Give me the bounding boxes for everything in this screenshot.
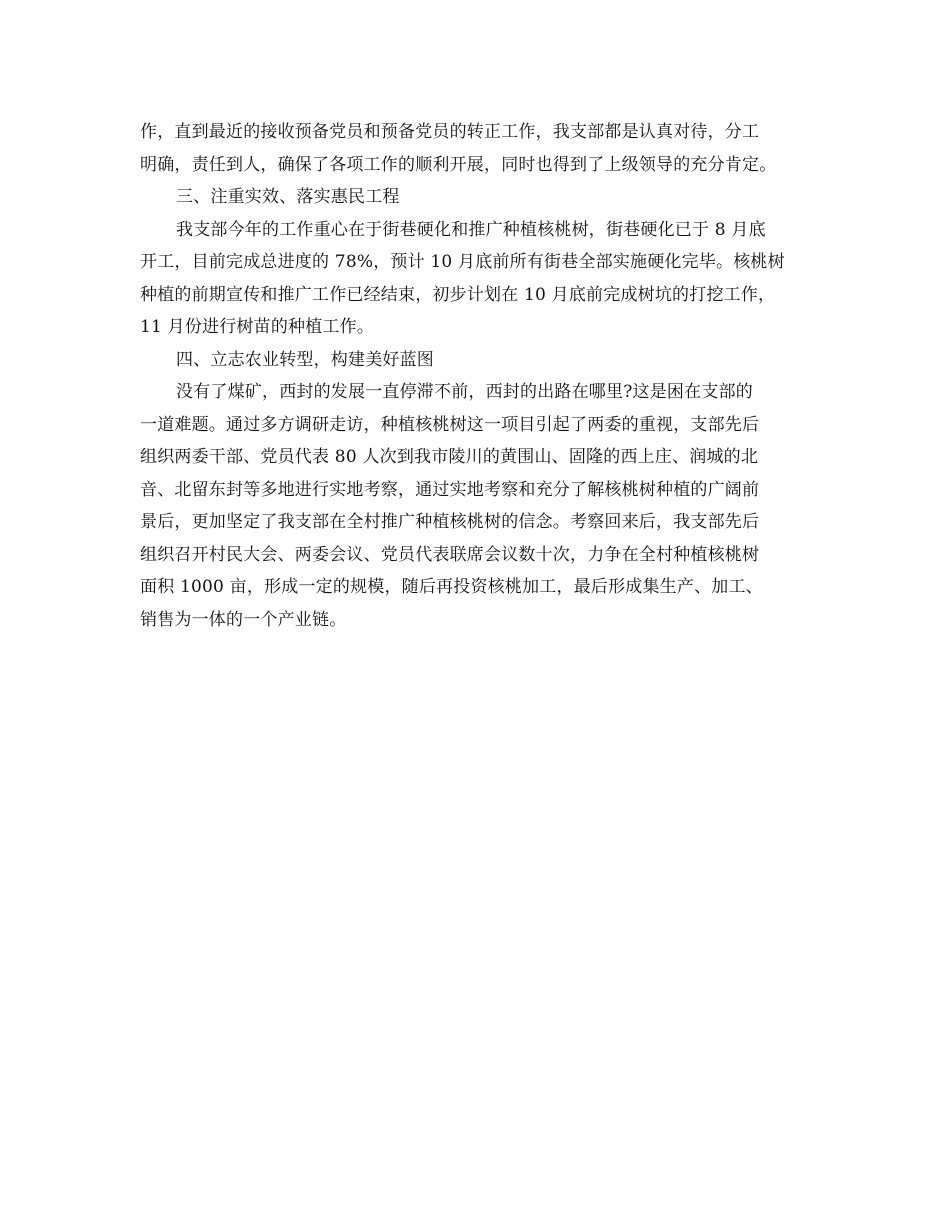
- paragraph-line: 11 月份进行树苗的种植工作。: [140, 317, 375, 337]
- paragraph-line: 组织召开村民大会、两委会议、党员代表联席会议数十次，力争在全村种植核桃树: [140, 544, 760, 565]
- paragraph-line: 开工，目前完成总进度的 78%，预计 10 月底前所有街巷全部实施硬化完毕。核桃树: [140, 252, 785, 272]
- paragraph-line: 作，直到最近的接收预备党员和预备党员的转正工作，我支部都是认真对待，分工: [140, 122, 760, 142]
- paragraph-line: 我支部今年的工作重心在于街巷硬化和推广种植核桃树，街巷硬化已于 8 月底: [176, 219, 766, 240]
- section-heading-4: 四、立志农业转型，构建美好蓝图: [176, 349, 434, 370]
- document-body: [140, 116, 830, 636]
- paragraph-line: 组织两委干部、党员代表 80 人次到我市陵川的黄围山、固隆的西上庄、润城的北: [140, 447, 759, 467]
- section-heading-3: 三、注重实效、落实惠民工程: [176, 187, 400, 207]
- paragraph-line: 销售为一体的一个产业链。: [140, 609, 347, 630]
- paragraph-line: 没有了煤矿，西封的发展一直停滞不前，西封的出路在哪里?这是困在支部的: [176, 382, 753, 402]
- paragraph-line: 种植的前期宣传和推广工作已经结束，初步计划在 10 月底前完成树坑的打挖工作，: [140, 284, 776, 305]
- paragraph-line: 明确，责任到人，确保了各项工作的顺利开展，同时也得到了上级领导的充分肯定。: [140, 154, 777, 175]
- paragraph-line: 景后，更加坚定了我支部在全村推广种植核桃树的信念。考察回来后，我支部先后: [140, 512, 760, 532]
- paragraph-line: 一道难题。通过多方调研走访，种植核桃树这一项目引起了两委的重视，支部先后: [140, 414, 760, 435]
- paragraph-line: 面积 1000 亩，形成一定的规模，随后再投资核桃加工，最后形成集生产、加工、: [140, 577, 763, 597]
- paragraph-line: 音、北留东封等多地进行实地考察，通过实地考察和充分了解核桃树种植的广阔前: [140, 479, 760, 500]
